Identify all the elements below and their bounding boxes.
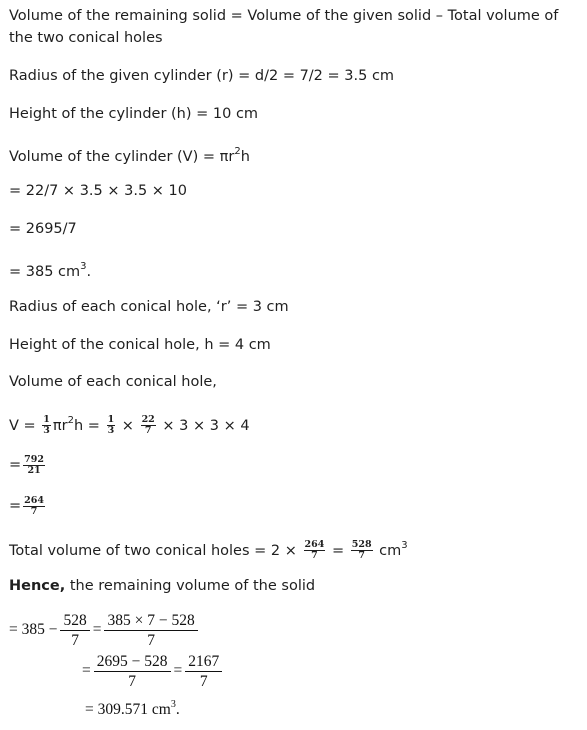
equals-sign: = xyxy=(9,498,22,514)
final-calc-row-2 xyxy=(82,650,225,692)
result-text: = 309.571 cm xyxy=(85,701,171,719)
fraction-one-third xyxy=(107,415,116,436)
exponent: 2 xyxy=(234,146,241,157)
fraction-264-over-7 xyxy=(23,496,45,517)
final-result xyxy=(85,696,180,720)
numerator: 2695 − 528 xyxy=(94,652,171,672)
cylinder-volume-step-2: = 2695/7 xyxy=(9,221,77,237)
cone-volume-step-1 xyxy=(9,452,47,478)
total-cone-volume-line xyxy=(9,533,408,565)
result-text: = 385 cm xyxy=(9,263,81,280)
fraction-22-over-7 xyxy=(141,415,156,436)
cone-volume-step-2 xyxy=(9,493,47,519)
fraction-264-over-7 xyxy=(304,540,326,561)
cylinder-volume-step-1: = 22/7 × 3.5 × 3.5 × 10 xyxy=(9,183,187,199)
denominator: 21 xyxy=(27,464,41,476)
hence-label: Hence, xyxy=(9,578,66,594)
fraction-one-third xyxy=(42,415,51,436)
denominator: 7 xyxy=(147,631,155,649)
cylinder-height-line: Height of the cylinder (h) = 10 cm xyxy=(9,106,259,122)
equals-sign: = xyxy=(82,662,91,679)
numerator: 22 xyxy=(141,414,155,426)
formula-text: h = xyxy=(74,417,105,434)
equals-sign: = xyxy=(9,457,22,473)
denominator: 7 xyxy=(30,505,38,517)
calc-text: = 385 − xyxy=(9,621,58,638)
hence-text: the remaining volume of the solid xyxy=(65,578,316,594)
numerator: 1 xyxy=(107,414,115,426)
cone-radius-line: Radius of each conical hole, ‘r’ = 3 cm xyxy=(9,299,289,315)
numerator: 264 xyxy=(304,539,325,551)
cylinder-volume-formula xyxy=(9,143,250,167)
exponent: 3 xyxy=(80,261,87,272)
denominator: 7 xyxy=(311,550,318,562)
formula-text: Volume of the cylinder (V) = πr xyxy=(9,148,235,165)
cone-volume-formula xyxy=(9,409,250,439)
fraction-expression xyxy=(94,652,171,691)
times-sign: × xyxy=(117,417,139,434)
denominator: 3 xyxy=(43,425,50,437)
denominator: 3 xyxy=(107,425,115,437)
period: . xyxy=(175,701,180,719)
exponent: 2 xyxy=(67,415,74,426)
numerator: 528 xyxy=(60,611,89,631)
denominator: 7 xyxy=(144,425,152,437)
equals-sign: = xyxy=(173,662,183,679)
cylinder-radius-line: Radius of the given cylinder (r) = d/2 = 7/2 = 3.5 cm xyxy=(9,68,395,84)
equals-sign: = xyxy=(327,542,349,559)
fraction-2167-over-7 xyxy=(185,652,222,691)
fraction-expression xyxy=(104,611,197,650)
numerator: 792 xyxy=(24,453,44,465)
formula-text: V = xyxy=(9,417,41,434)
equals-sign: = xyxy=(92,621,102,638)
exponent: 3 xyxy=(401,540,408,551)
numerator: 385 × 7 − 528 xyxy=(104,611,197,631)
cone-height-line: Height of the conical hole, h = 4 cm xyxy=(9,337,271,353)
formula-text: πr xyxy=(52,417,68,434)
unit-text: cm xyxy=(374,542,402,559)
period: . xyxy=(86,263,92,280)
fraction-528-over-7 xyxy=(60,611,89,650)
denominator: 7 xyxy=(71,631,79,649)
formula-text: × 3 × 3 × 4 xyxy=(157,417,250,434)
fraction-792-over-21 xyxy=(23,455,45,476)
statement-remaining-volume: Volume of the remaining solid = Volume of the given solid – Total volume of the two conical holes xyxy=(9,8,559,46)
hence-line xyxy=(9,576,315,596)
exponent: 3 xyxy=(170,699,176,710)
total-text: Total volume of two conical holes = 2 × xyxy=(9,542,302,559)
numerator: 2167 xyxy=(185,652,222,672)
final-calc-row-1 xyxy=(9,609,201,651)
cylinder-volume-result xyxy=(9,258,91,282)
formula-text: h xyxy=(240,148,250,165)
cone-volume-heading: Volume of each conical hole, xyxy=(9,374,217,390)
denominator: 7 xyxy=(199,672,208,690)
numerator: 264 xyxy=(24,494,44,506)
numerator: 528 xyxy=(351,539,372,551)
denominator: 7 xyxy=(128,672,136,690)
numerator: 1 xyxy=(43,414,50,426)
denominator: 7 xyxy=(358,550,365,562)
fraction-528-over-7 xyxy=(351,540,373,561)
